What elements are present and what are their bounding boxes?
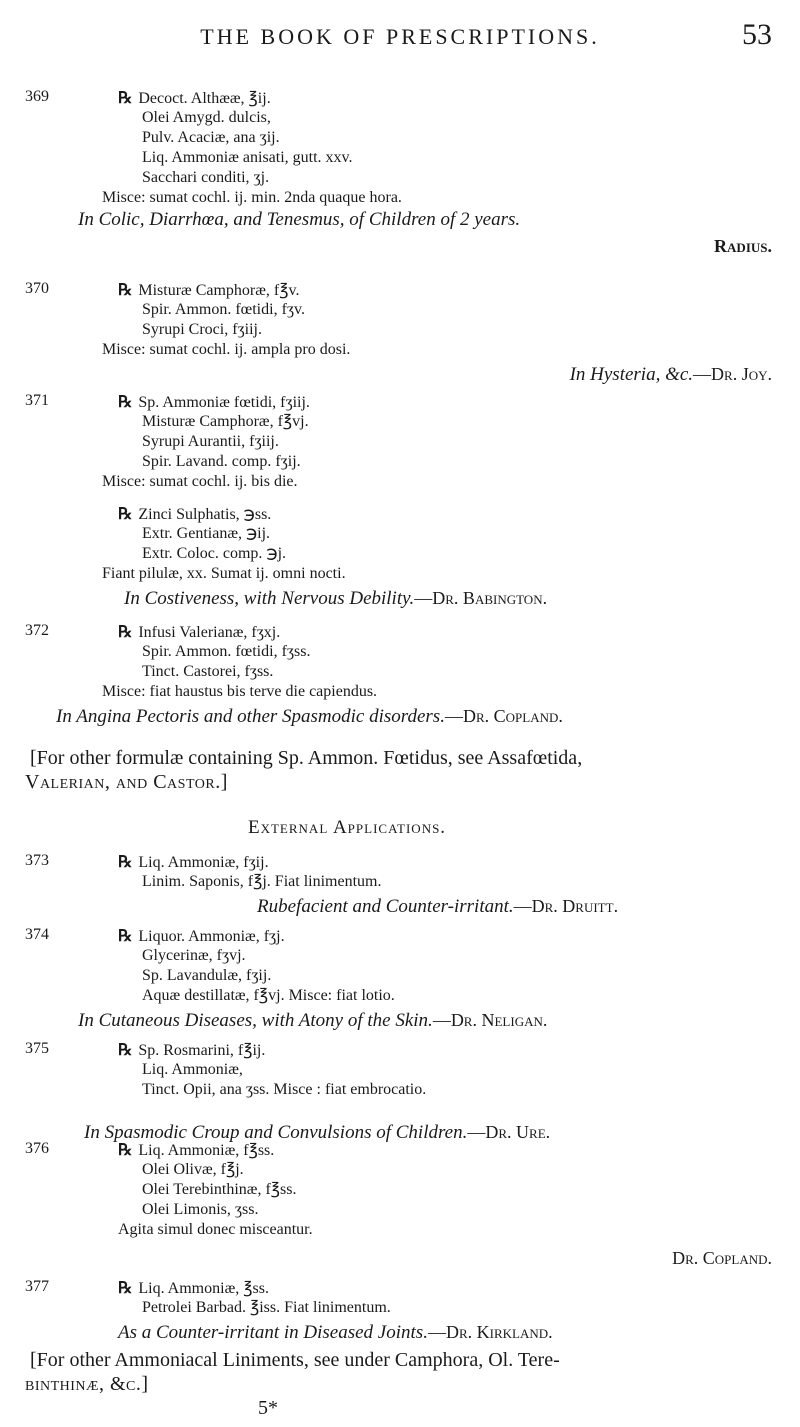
indication: In Angina Pectoris and other Spasmodic disorders. (56, 706, 445, 727)
indication: In Spasmodic Croup and Convulsions of Children. (84, 1122, 468, 1143)
author: Dr. Copland. (672, 1248, 772, 1268)
page-header (0, 18, 800, 58)
indication: Rubefacient and Counter-irritant. (257, 896, 514, 917)
indication: In Cutaneous Diseases, with Atony of the Skin. (78, 1010, 433, 1031)
prescription-number: 369 (25, 88, 49, 105)
author: —Dr. Druitt. (513, 896, 619, 916)
author: —Dr. Ure. (467, 1122, 551, 1142)
indication: In Costiveness, with Nervous Debility. (124, 588, 415, 609)
page-number: 53 (742, 18, 772, 51)
author: —Dr. Joy. (693, 364, 772, 384)
indication: In Colic, Diarrhœa, and Tenesmus, of Children of 2 years. (78, 209, 521, 230)
author: —Dr. Copland. (444, 706, 563, 726)
author: —Dr. Kirkland. (427, 1322, 553, 1342)
page: THE BOOK OF PRESCRIPTIONS. 53 369 ℞ Decoct. Althææ, ℥ij. Olei Amygd. dulcis, Pulv. Acaciæ, ana ʒij. Liq. Ammoniæ anisati, gutt. xxv. Sacchari conditi, ʒj. Misce: sumat cochl. ij. min. 2nda quaque hora. In Colic, Diarrhœa, and Tenesmus, of Children of 2 years. Radius. 370 ℞ Misturæ Camphoræ, f℥v. Spir. Ammon. fœtidi, fʒv. Syrupi Croci, fʒiij. Misce: sumat cochl. ij. ampla pro dosi. In Hysteria, &c.—Dr. Joy. 371 ℞ Sp. Ammoniæ fœtidi, fʒiij. Misturæ Camphoræ, f℥vj. Syrupi Aurantii, fʒiij. Spir. Lavand. comp. fʒij. Misce: sumat cochl. ij. bis die. ℞ Zinci Sulphatis, ℈ss. Extr. Gentianæ, ℈ij. Extr. Coloc. comp. ℈j. Fiant pilulæ, xx. Sumat ij. omni nocti. In Costiveness, with Nervous Debility.—Dr. Babington. 372 ℞ Infusi Valerianæ, fʒxj. Spir. Ammon. fœtidi, fʒss. Tinct. Castorei, fʒss. Misce: fiat haustus bis terve die capiendus. In Angina Pectoris and other Spasmodic disorders.—Dr. Copland. [For other formulæ containing Sp. Ammon. Fœtidus, see Assafœtida, Valerian, and Castor.] External Applications. 373 ℞ Liq. Ammoniæ, fʒij. Linim. Saponis, f℥j. Fiat linimentum. Rubefacient and Counter-irritant.—Dr. Druitt. 374 ℞ Liquor. Ammoniæ, fʒj. Glycerinæ, fʒvj. Sp. Lavandulæ, fʒij. Aquæ destillatæ, f℥vj. Misce: fiat lotio. In Cutaneous Diseases, with Atony of the Skin.—Dr. Neligan. 375 ℞ Sp. Rosmarini, f℥ij. Liq. Ammoniæ, Tinct. Opii, ana ʒss. Misce : fiat embrocatio. In Spasmodic Croup and Convulsions of Children.—Dr. Ure. 376 ℞ Liq. Ammoniæ, f℥ss. Olei Olivæ, f℥j. Olei Terebinthinæ, f℥ss. Olei Limonis, ʒss. Agita simul donec misceantur. Dr. Copland. 377 ℞ Liq. Ammoniæ, ℥ss. Petrolei Barbad. ℥iss. Fiat linimentum. As a Counter-irritant in Diseased Joints.—Dr. Kirkland. [For other Ammoniacal Liniments, see under Camphora, Ol. Tere- binthinæ, &c.] 5* (0, 0, 800, 1427)
cross-reference-note: [For other Ammoniacal Liniments, see under Camphora, Ol. Tere- binthinæ, &c.] (25, 1349, 560, 1395)
author: —Dr. Neligan. (432, 1010, 548, 1030)
rx-symbol: ℞ (118, 88, 133, 107)
running-title: THE BOOK OF PRESCRIPTIONS. (200, 24, 600, 49)
section-title: External Applications. (248, 817, 447, 838)
indication: In Hysteria, &c. (569, 364, 694, 385)
cross-reference-note: [For other formulæ containing Sp. Ammon. Fœtidus, see Assafœtida, Valerian, and Castor.] (25, 747, 583, 793)
indication: As a Counter-irritant in Diseased Joints. (118, 1322, 428, 1343)
author: Radius. (714, 236, 772, 256)
author: —Dr. Babington. (414, 588, 548, 608)
signature-mark: 5* (258, 1397, 278, 1419)
